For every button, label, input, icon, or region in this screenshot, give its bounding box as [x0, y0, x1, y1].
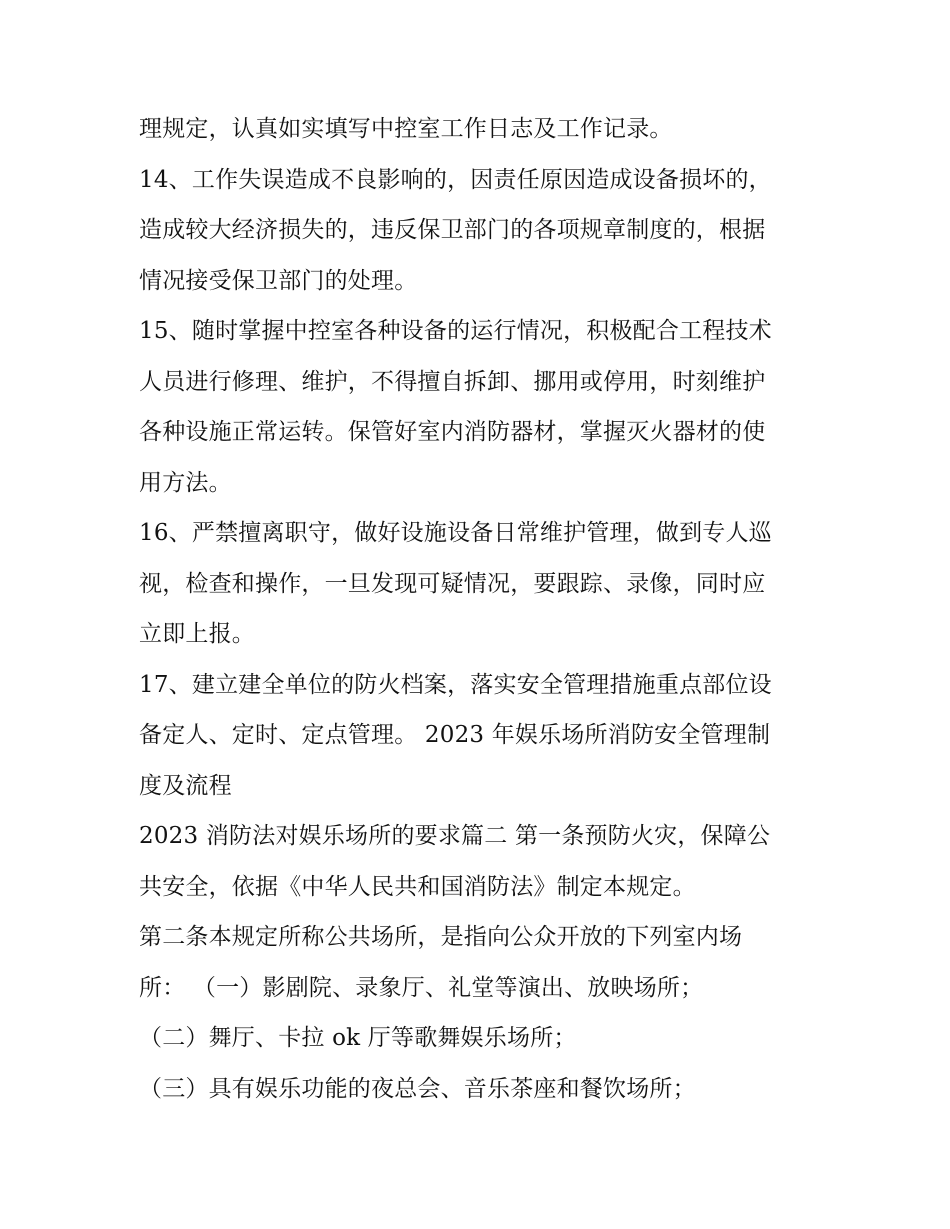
text-line: 第二条本规定所称公共场所，是指向公众开放的下列室内场: [139, 924, 743, 950]
text-line: （二）舞厅、卡拉 ok 厅等歌舞娱乐场所；: [139, 1025, 577, 1051]
text-line: 16、严禁擅离职守，做好设施设备日常维护管理，做到专人巡: [139, 520, 772, 546]
text-line: 所： （一）影剧院、录象厅、礼堂等演出、放映场所；: [139, 974, 704, 1001]
text-line: 理规定，认真如实填写中控室工作日志及工作记录。: [139, 116, 673, 142]
text-line: 视，检查和操作，一旦发现可疑情况，要跟踪、录像，同时应: [139, 570, 766, 597]
text-line: 2023 消防法对娱乐场所的要求篇二 第一条预防火灾，保障公: [139, 823, 771, 849]
text-line: 备定人、定时、定点管理。 2023 年娱乐场所消防安全管理制: [139, 722, 771, 748]
text-line: 用方法。: [139, 469, 232, 496]
text-line: 14、工作失误造成不良影响的，因责任原因造成设备损坏的，: [139, 166, 772, 193]
text-line: 人员进行修理、维护，不得擅自拆卸、挪用或停用，时刻维护: [139, 368, 766, 395]
text-line: 共安全，依据《中华人民共和国消防法》制定本规定。: [139, 873, 696, 900]
text-line: 17、建立建全单位的防火档案，落实安全管理措施重点部位设: [139, 671, 772, 698]
text-line: 各种设施正常运转。保管好室内消防器材，掌握灭火器材的使: [139, 419, 766, 445]
document-body: [139, 104, 829, 1114]
text-line: 造成较大经济损失的，违反保卫部门的各项规章制度的，根据: [139, 217, 766, 243]
text-line: 立即上报。: [139, 621, 255, 647]
text-line: 情况接受保卫部门的处理。: [139, 267, 418, 294]
text-line: 15、随时掌握中控室各种设备的运行情况，积极配合工程技术: [139, 318, 772, 344]
text-line: 度及流程: [139, 772, 232, 799]
text-line: （三）具有娱乐功能的夜总会、音乐茶座和餐饮场所；: [139, 1075, 696, 1102]
